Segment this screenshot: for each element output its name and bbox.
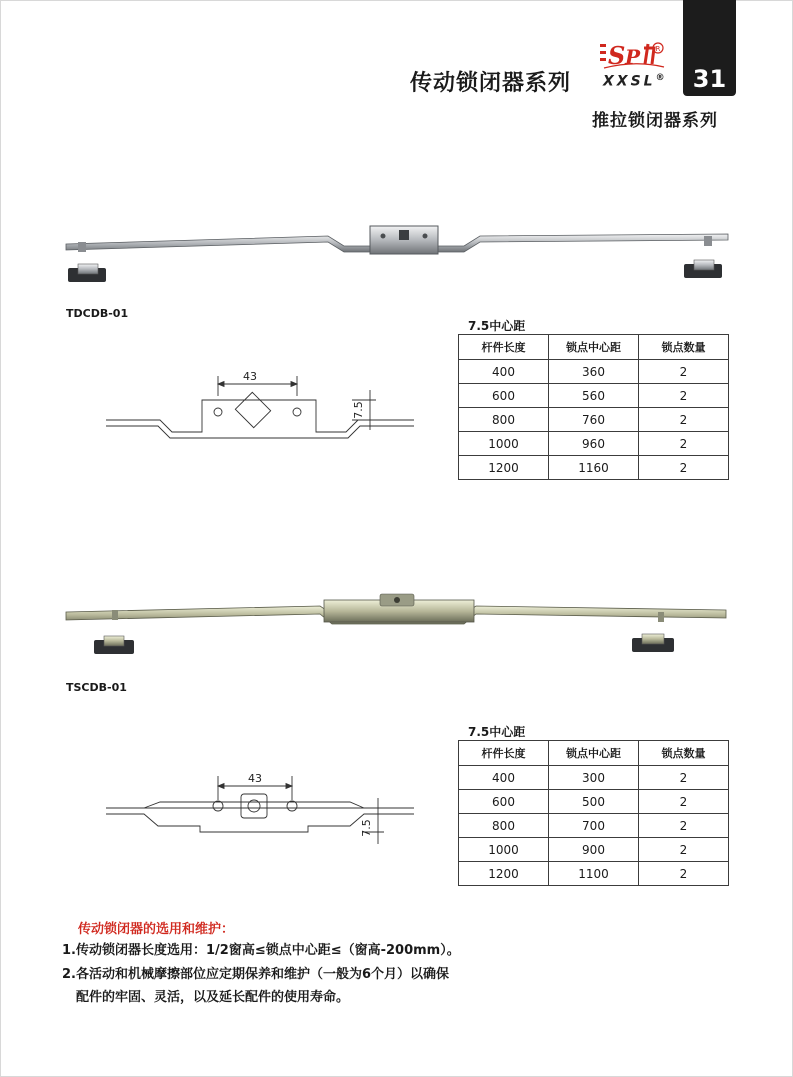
svg-text:R: R bbox=[655, 45, 661, 53]
table-row: 1200 1160 2 bbox=[459, 456, 729, 480]
spec-table-1-title: 7.5中心距 bbox=[468, 319, 526, 333]
column-header: 锁点数量 bbox=[639, 335, 729, 360]
table-row: 800 760 2 bbox=[459, 408, 729, 432]
page-number: 31 bbox=[692, 65, 727, 93]
table-row: 600 500 2 bbox=[459, 790, 729, 814]
table-row: 1000 900 2 bbox=[459, 838, 729, 862]
page-title: 传动锁闭器系列 bbox=[410, 71, 572, 96]
note-2-continued: 配件的牢固、灵活，以及延长配件的使用寿命。 bbox=[76, 990, 350, 1005]
column-header: 锁点中心距 bbox=[549, 335, 639, 360]
column-header: 杆件长度 bbox=[459, 335, 549, 360]
note-2: 2.各活动和机械摩擦部位应定期保养和维护（一般为6个月）以确保 bbox=[62, 967, 450, 982]
table-row: 600 560 2 bbox=[459, 384, 729, 408]
model-label-2: TSCDB-01 bbox=[66, 681, 127, 694]
product-photo-tscdb-01 bbox=[62, 592, 742, 664]
drawing-1-width-dim: 43 bbox=[243, 370, 257, 383]
technical-drawing-1 bbox=[100, 366, 420, 446]
table-header-row bbox=[459, 741, 729, 766]
technical-drawing-2 bbox=[100, 768, 420, 848]
drawing-2-width-dim: 43 bbox=[248, 772, 262, 785]
table-row: 400 300 2 bbox=[459, 766, 729, 790]
column-header: 锁点中心距 bbox=[549, 741, 639, 766]
drawing-1-height-dim: 7.5 bbox=[352, 401, 365, 419]
svg-text:S: S bbox=[608, 41, 626, 70]
table-header-row bbox=[459, 335, 729, 360]
table-row: 800 700 2 bbox=[459, 814, 729, 838]
table-row: 400 360 2 bbox=[459, 360, 729, 384]
svg-text:P: P bbox=[625, 45, 641, 69]
table-row: 1200 1100 2 bbox=[459, 862, 729, 886]
note-1: 1.传动锁闭器长度选用：1/2窗高≤锁点中心距≤（窗高-200mm）。 bbox=[62, 943, 460, 958]
column-header: 杆件长度 bbox=[459, 741, 549, 766]
model-label-1: TDCDB-01 bbox=[66, 307, 129, 320]
column-header: 锁点数量 bbox=[639, 741, 729, 766]
table-row: 1000 960 2 bbox=[459, 432, 729, 456]
product-photo-tdcdb-01 bbox=[60, 218, 740, 290]
notes-title: 传动锁闭器的选用和维护： bbox=[78, 922, 235, 937]
page-subtitle: 推拉锁闭器系列 bbox=[592, 111, 718, 131]
brand-logo-text: XXSL® bbox=[603, 73, 668, 90]
page-tab bbox=[683, 0, 736, 96]
spec-table-2-title: 7.5中心距 bbox=[468, 725, 526, 739]
spec-table-2 bbox=[458, 740, 729, 886]
drawing-2-height-dim: 7.5 bbox=[360, 819, 373, 837]
spec-table-1 bbox=[458, 334, 729, 480]
